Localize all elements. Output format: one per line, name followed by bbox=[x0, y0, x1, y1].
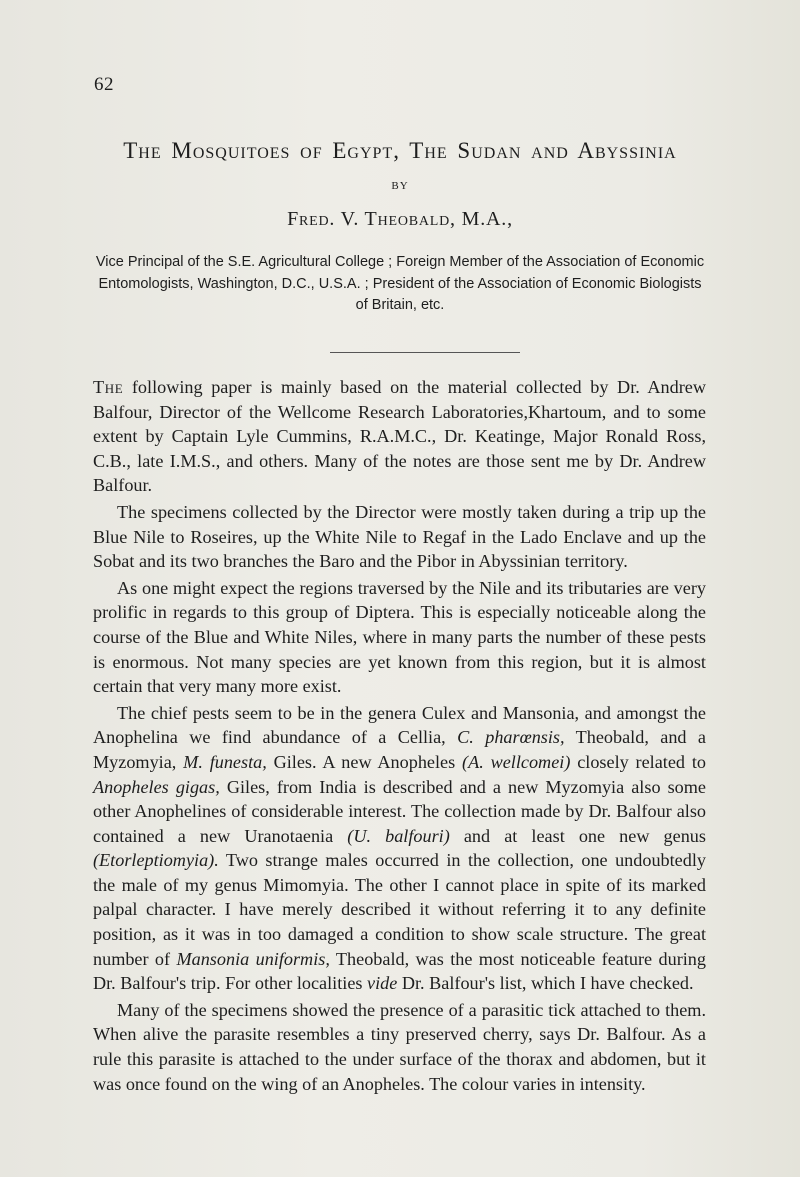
paragraph-text: Theobald, was the most noticeable feature during Dr. Balfour's trip. For other localities bbox=[93, 948, 706, 994]
paragraph-5: Many of the specimens showed the presence of a parasitic tick attached to them. When alive the parasite resembles a tiny preserved cherry, says Dr. Balfour. As a rule this parasite is attached to the under surface of the thorax and abdomen, but it was once found on the wing of an Anopheles. The colour varies in intensity. bbox=[93, 999, 706, 1094]
paragraph-2: The specimens collected by the Director were mostly taken during a trip up the Blue Nile to Roseires, up the White Nile to Regaf in the Lado Enclave and up the Sobat and its two branches the Baro and the Pibor in Abyssinian territory. bbox=[93, 501, 706, 572]
section-divider bbox=[330, 352, 520, 353]
paragraph-4 bbox=[93, 701, 706, 996]
paragraph-text: following paper is mainly based on the material collected by Dr. Andrew Balfour, Director of the Wellcome Research Laboratories,Khartoum, and to some extent by Captain Lyle Cummins, R.A.M.C., Dr. Keatinge, Major Ronald Ross, C.B., late I.M.S., and others. Many of the notes are those sent me by Dr. Andrew Balfour. bbox=[93, 377, 706, 496]
byline-label: BY bbox=[391, 180, 409, 192]
species-name: C. pharœnsis, bbox=[457, 727, 565, 748]
latin-term: vide bbox=[367, 973, 398, 994]
article-title: The Mosquitoes of Egypt, The Sudan and Abyssinia bbox=[123, 138, 677, 163]
page-number: 62 bbox=[94, 74, 114, 95]
species-name: (A. wellcomei) bbox=[462, 751, 571, 772]
paragraph-1 bbox=[93, 375, 706, 498]
species-name: Anopheles gigas, bbox=[93, 776, 220, 797]
author-affiliation: Vice Principal of the S.E. Agricultural College ; Foreign Member of the Association of Economic Entomologists, Washington, D.C., U.S.A. ; President of the Association of Economic Biologists of Britain, etc. bbox=[95, 254, 705, 313]
paragraph-text: Theobald, and a Myzomyia, bbox=[93, 727, 706, 772]
species-name: Mansonia uniformis, bbox=[176, 948, 330, 969]
genus-name: (Etorleptiomyia). bbox=[93, 850, 219, 871]
paragraph-lead-word: The bbox=[93, 377, 124, 397]
paragraph-text: Giles, from India is described and a new Myzomyia also some other Anophelines of considerable interest. The collection made by Dr. Balfour also contained a new Uranotaenia bbox=[93, 776, 706, 846]
paragraph-3: As one might expect the regions traversed by the Nile and its tributaries are very prolific in regards to this group of Diptera. This is especially noticeable along the course of the Blue and White Niles, where in many parts the number of these pests is enormous. Not many species are yet known from this region, but it is almost certain that very many more exist. bbox=[93, 577, 706, 697]
species-name: M. funesta, bbox=[183, 751, 267, 772]
species-name: (U. balfouri) bbox=[347, 825, 450, 846]
paragraph-text: Dr. Balfour's list, which I have checked. bbox=[397, 973, 694, 994]
author-name: Fred. V. Theobald, M.A., bbox=[287, 208, 513, 230]
paragraph-text: The chief pests seem to be in the genera Culex and Mansonia, and amongst the Anophelina we find abundance of a Cellia, bbox=[93, 702, 706, 748]
paragraph-text: closely related to bbox=[570, 751, 706, 772]
paragraph-text: Giles. A new Anopheles bbox=[266, 751, 463, 772]
paragraph-text: Two strange males occurred in the collection, one undoubtedly the male of my genus Mimomyia. The other I cannot place in spite of its marked palpal character. I have merely described it without referring it to any definite position, as it was in too damaged a condition to show scale structure. The great number of bbox=[93, 850, 706, 969]
paragraph-text: and at least one new genus bbox=[449, 825, 706, 846]
article-body bbox=[93, 375, 706, 1098]
